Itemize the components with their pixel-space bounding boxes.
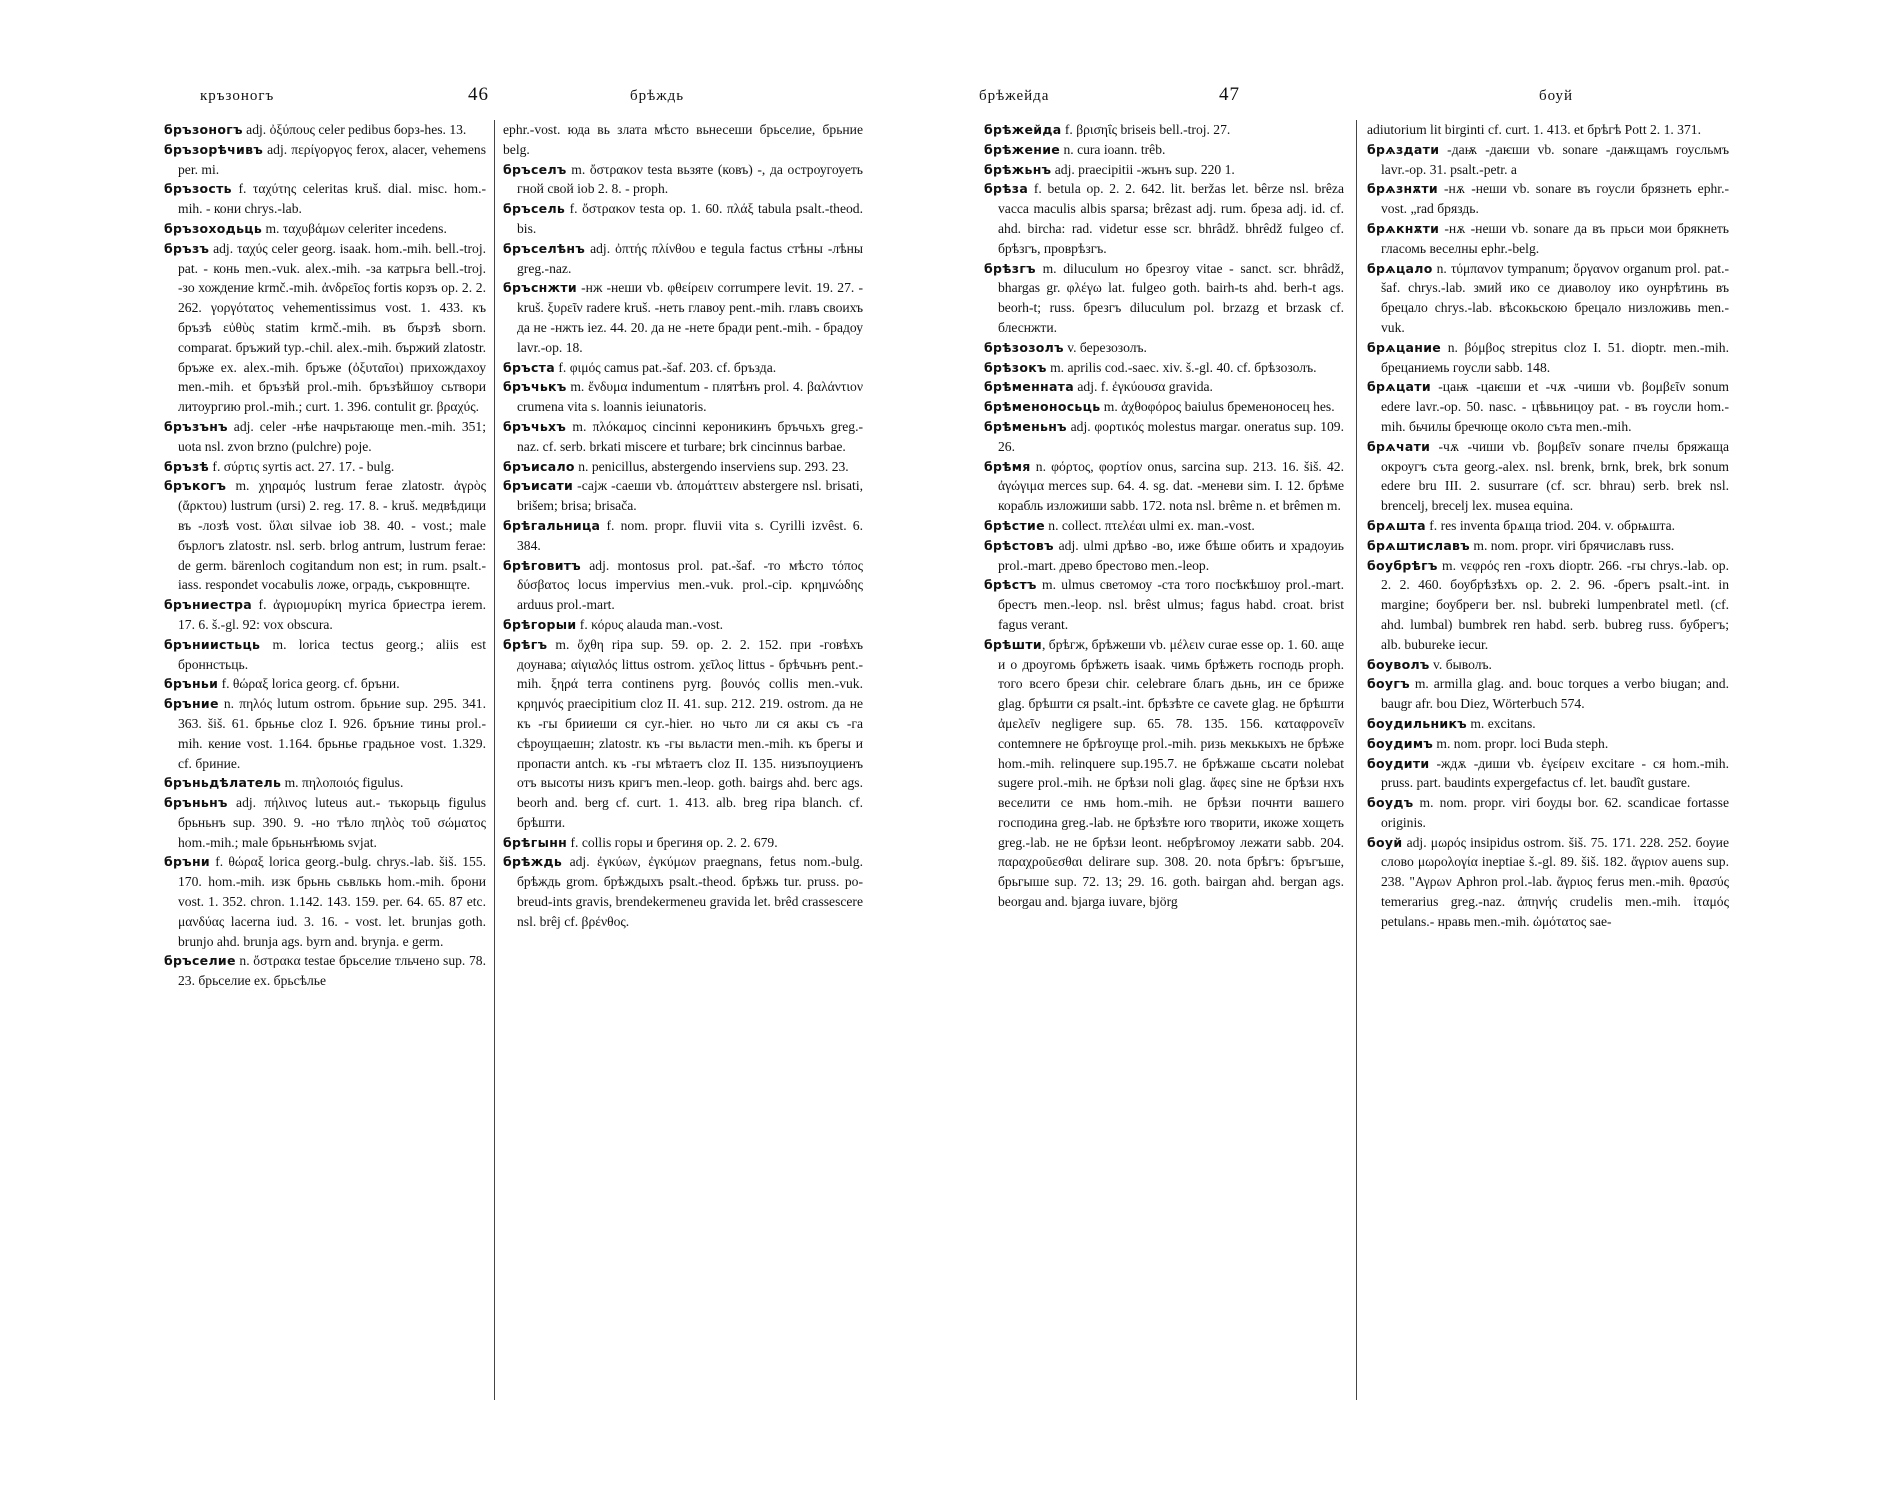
dictionary-entry [1367, 556, 1729, 655]
dictionary-entry [503, 556, 863, 615]
entry-headword: боудъ [1367, 795, 1414, 811]
entry-text: -цаѭ -цаѥши et -чѫ -чиши vb. βομβεῖν sonum edere lavr.-op. 50. nasc. - цѣвьницоу pat. - въ гоусли hom.-mih. бьчилы бречюще около съта men.-mih. [1381, 379, 1729, 434]
entry-headword: бръсель [503, 201, 566, 217]
dictionary-entry [164, 140, 486, 180]
left-page-column-2 [503, 120, 863, 1485]
entry-headword: брѧздати [1367, 141, 1440, 157]
entry-headword: бръньдѣлатель [164, 775, 282, 791]
dictionary-entry [164, 852, 486, 951]
dictionary-entry [503, 833, 863, 853]
entry-headword: боуволъ [1367, 656, 1430, 672]
dictionary-entry [503, 417, 863, 457]
entry-text: m. aprilis cod.-saec. xiv. š.-gl. 40. cf. брѣзозолъ. [1046, 359, 1317, 375]
entry-headword: брѧцание [1367, 339, 1442, 355]
entry-text: adj. περίγοργος ferox, alacer, vehemens per. mi. [178, 141, 486, 177]
entry-headword: брѧцати [1367, 379, 1431, 395]
entry-headword: брѣменоносьць [984, 399, 1101, 415]
dictionary-entry [1367, 793, 1729, 833]
entry-headword: бръисати [503, 478, 574, 494]
entry-text: f. κόρυς alauda man.-vost. [576, 616, 724, 632]
entry-text: -ждѫ -диши vb. ἐγείρειν excitare - ся hom.-mih. pruss. part. baudints expergefactus cf. let. baudît gustare. [1381, 755, 1729, 791]
dictionary-entry [164, 417, 486, 457]
dictionary-entry [984, 358, 1344, 378]
entry-text: m. ἔνδυμα indumentum - плятѣнъ prol. 4. βαλάντιον crumena vita s. loannis ieiunatoris. [517, 379, 863, 415]
entry-headword: брѣменьнъ [984, 418, 1067, 434]
entry-text: m. ἀχθοφόρος baiulus бременоносец hes. [1100, 399, 1335, 415]
right-running-head-end: боуй [1539, 88, 1574, 104]
entry-headword: бръзъ [164, 240, 210, 256]
entry-text: f. θώραξ lorica georg. cf. бръни. [218, 676, 400, 692]
entry-text: adj. celer -нѣе начрьтающе men.-mih. 351; uota nsl. zvon brzno (pulchre) poje. [178, 418, 486, 454]
entry-text: n. penicillus, abstergendo inserviens sup. 293. 23. [574, 458, 849, 474]
dictionary-entry [503, 476, 863, 516]
dictionary-entry [1367, 259, 1729, 338]
entry-text: m. πηλοποιός figulus. [281, 775, 404, 791]
entry-text: m. ὄχθη ripa sup. 59. op. 2. 2. 152. при -говѣхъ доунава; αἰγιαλός littus ostrom. χεῖλος littus - брѣчьнъ pent.-mih. ξηρά terra continens pyrg. βουνός collis men.-vuk. κρημνός praecipitium cloz II. 41. sup. 212. 219. ostrom. да не къ -гы брииеши ся cyr.-hier. но чьто ли ся акы съ -га сѣроущаешн; zlatostr. къ -гы вьласти men.-mih. къ брегы и пропасти antch. къ -гы мѣтаетъ cloz II. 135. низъпоуциенъ отъ высоты низъ кригъ men.-leop. goth. bairgs ahd. berc ags. beorh and. berg cf. curt. 1. 413. alb. breg ripa blanch. cf. брѣшти. [517, 636, 863, 830]
entry-text: ephr.-vost. юда вь злата мѣсто вьнесеши брьселие, брьние belg. [503, 122, 863, 157]
entry-text: -даѭ -даѥши vb. sonare -даѭщамъ гоусльмъ lavr.-op. 31. psalt.-petr. a [1381, 141, 1729, 177]
left-page-header [200, 84, 900, 112]
dictionary-entry [984, 516, 1344, 536]
entry-text: f. βρισηΐς briseis bell.-troj. 27. [1061, 122, 1231, 137]
left-running-head-start: кръзоногъ [200, 88, 275, 104]
dictionary-entry [164, 239, 486, 417]
entry-text: adj. ἐγκύων, ἐγκύμων praegnans, fetus nom.-bulg. брѣждь grom. брѣждыхъ psalt.-theod. брѣжь tur. pruss. po-breud-ints gravis, brendekermeneu gravida let. brêd crassescere nsl. brêj cf. βρένθος. [517, 854, 863, 929]
entry-headword: бръньи [164, 676, 219, 692]
dictionary-entry [1367, 754, 1729, 794]
dictionary-entry [984, 457, 1344, 516]
dictionary-entry [1367, 655, 1729, 675]
entry-text: m. diluculum но брезгоу vitae - sanct. scr. bhrâdž, bhargas gr. φλέγω lat. fulgeo goth. bairh-ts ahd. berh-t ags. beorh-t; russ. брезгъ diluculum pol. brzazg et brzask cf. блеснжти. [998, 260, 1344, 335]
dictionary-entry [1367, 120, 1729, 140]
dictionary-entry [1367, 674, 1729, 714]
entry-headword: бръселъ [503, 161, 567, 177]
dictionary-entry [164, 793, 486, 852]
entry-headword: брѣмя [984, 458, 1031, 474]
dictionary-entry [984, 575, 1344, 634]
entry-headword: брѣзокъ [984, 359, 1047, 375]
entry-headword: бръснжти [503, 280, 577, 296]
entry-headword: брѣгорыи [503, 616, 577, 632]
left-page-number: 46 [468, 84, 489, 105]
entry-text: m. ταχυβάμων celeriter incedens. [262, 220, 447, 236]
right-page-column-2 [1367, 120, 1729, 1485]
entry-text: f. betula op. 2. 2. 642. lit. beržas let. bêrze nsl. brêza vacca maculis albis sparsa; brêzast adj. rum. бреза adj. id. cf. ahd. bircha: rad. videtur esse scr. bhrâdž. bhrêdž fulgeo cf. брѣзгъ, проврѣзгъ. [998, 181, 1344, 256]
dictionary-entry [1367, 734, 1729, 754]
entry-headword: брѣгынн [503, 834, 568, 850]
entry-headword: бръста [503, 359, 555, 375]
entry-text: f. φιμός camus pat.-šaf. 203. cf. бръзда. [554, 359, 777, 375]
entry-headword: брѣгъ [503, 636, 548, 652]
entry-text: m. πλόκαμος cincinni кероникинъ бръчьхъ greg.-naz. cf. serb. brkati miscere et turbare; brk cincinnus barbae. [517, 418, 863, 454]
entry-text: f. ὄστρακον testa op. 1. 60. πλάξ tabula psalt.-theod. bis. [517, 201, 863, 236]
entry-text: n. cura ioann. trêb. [1060, 141, 1166, 157]
entry-headword: брѣшти [984, 636, 1042, 652]
entry-text: adj. πήλινος luteus aut.- тькорьць figulus брьньнъ sup. 390. 9. -но тѣло πηλὸς τοῦ σώματος hom.-mih.; male брьньнѣюмь svjat. [178, 795, 486, 850]
left-running-head-end: брѣждь [630, 88, 685, 104]
right-page-header [979, 84, 1799, 112]
entry-text: n. collect. πτελέαι ulmi ex. man.-vost. [1044, 517, 1255, 533]
entry-headword: брѣговитъ [503, 557, 581, 573]
dictionary-entry [984, 536, 1344, 576]
entry-text: f. θώραξ lorica georg.-bulg. chrys.-lab. šiš. 155. 170. hom.-mih. изк брьнь сьвлькь hom.-mih. брони vost. 1. 352. chron. 1.142. 143. 159. per. 64. 65. 87 etc. μανδύας lacerna iud. 3. 16. - vost. let. brunjas goth. brunjo ahd. brunja ags. byrn and. brynja. e germ. [178, 854, 486, 949]
dictionary-entry [984, 377, 1344, 397]
entry-text: -нѫ -неши vb. sonare въ гоусли брязнеть ephr.-vost. „rad бряздь. [1381, 181, 1729, 217]
dictionary-entry [1367, 140, 1729, 180]
dictionary-entry [164, 635, 486, 675]
entry-text: , брѣгж, брѣжеши vb. μέλειν curae esse op. 1. 60. аще и о дроугомь брѣжеть isaak. чимь брѣжеть господь proph. того всего брези chir. celebrare благь дьнь, ин се бриже glag. брѣшти ся psalt.-int. брѣзѣте се cavete glag. не брѣшти ἀμελεῖν negligere sup. 65. 78. 135. 156. καταφρονεῖν contemnere не брѣгоуще prol.-mih. ризь мекькыхъ не брѣже hom.-mih. relinquere sup.195.7. не брѣжаше сьсати nolebat sugere prol.-mih. не брѣзи noli glag. ἄφες sine не брѣзи нхъ веселити се нмь hom.-mih. не брѣзи почнти вашего господина greg.-lab. не брѣзѣте юго творити, икоже хощеть greg.-lab. не не брѣзи leont. небрѣгомоу лежати sabb. 204. παραχροῦεσθαι delirare sup. 308. 20. nota брѣгъ: бръгъше, брьгыше sup. 72. 13; 29. 16. goth. bairgan ahd. bergan ags. beorgau and. bjarga iuvare, björg [998, 636, 1344, 910]
entry-headword: брѧчати [1367, 438, 1431, 454]
dictionary-entry [164, 674, 486, 694]
entry-text: adj. montosus prol. pat.-šaf. -то мѣсто τόπος δύσβατος locus impervius men.-vuk. prol.-cip. κρημνώδης arduus prol.-mart. [517, 557, 863, 613]
entry-headword: брѣгальница [503, 517, 601, 533]
entry-text: m. nom. propr. viri брячиславъ russ. [1469, 537, 1675, 553]
entry-text: adj. φορτικός molestus margar. oneratus sup. 109. 26. [998, 418, 1344, 454]
dictionary-entry [164, 120, 486, 140]
dictionary-entry [164, 219, 486, 239]
dictionary-entry [1367, 179, 1729, 219]
right-running-head-start: брѣжейда [979, 88, 1050, 104]
entry-headword: брѣжение [984, 141, 1061, 157]
entry-text: m. lorica tectus georg.; aliis est броннстьць. [178, 636, 486, 672]
entry-text: n. πηλός lutum ostrom. брьние sup. 295. 341. 363. šiš. 61. брьнье cloz I. 926. бръние тины prol.-mih. кение vost. 1.164. брьнье градьное vost. 1.329. cf. бриние. [178, 696, 486, 771]
dictionary-entry [1367, 714, 1729, 734]
entry-text: adiutorium lit birginti cf. curt. 1. 413. et брѣгѣ Pott 2. 1. 371. [1367, 122, 1701, 137]
entry-text: m. ὄστρακον testa вьзяте (ковъ) -, да остроугоуеть гной свой iob 2. 8. - proph. [517, 161, 863, 197]
entry-headword: бръзѣ [164, 458, 210, 474]
entry-headword: бръниестра [164, 597, 252, 613]
dictionary-entry [1367, 833, 1729, 932]
dictionary-entry [984, 635, 1344, 912]
entry-text: m. armilla glag. and. bouc torques a verbo biugan; and. baugr afr. bou Diez, Wörterbuch 574. [1381, 676, 1729, 712]
left-column-divider [494, 120, 495, 1400]
dictionary-entry [164, 457, 486, 477]
entry-text: adj. ὀπτής πλίνθου e tegula factus стѣны -лѣны greg.-naz. [517, 240, 863, 276]
entry-headword: брѣжейда [984, 122, 1062, 137]
dictionary-entry [164, 179, 486, 219]
dictionary-entry [984, 338, 1344, 358]
dictionary-entry [1367, 536, 1729, 556]
entry-text: adj. f. ἐγκύουσα gravida. [1073, 379, 1213, 395]
dictionary-entry [503, 516, 863, 556]
dictionary-entry [503, 239, 863, 279]
entry-headword: брѣстъ [984, 577, 1037, 593]
entry-text: -чѫ -чиши vb. βομβεῖν sonare пчелы бряжаща окроугъ съта georg.-alex. nsl. brenk, brnk, brek, brk sonum edere bru III. 2. susurrare (cf. scr. bhrau) serb. brek nsl. brencelj, brecelj lex. musea equina. [1381, 438, 1729, 514]
entry-text: v. березозолъ. [1063, 339, 1147, 355]
entry-headword: брѣза [984, 181, 1029, 197]
entry-headword: боуй [1367, 834, 1403, 850]
right-page-number: 47 [1219, 84, 1240, 105]
entry-headword: брѣждь [503, 854, 563, 870]
entry-headword: бръзънъ [164, 418, 228, 434]
entry-headword: бръниистьць [164, 636, 261, 652]
dictionary-entry [164, 951, 486, 991]
dictionary-entry [1367, 338, 1729, 378]
entry-headword: бръни [164, 854, 210, 870]
dictionary-entry [503, 120, 863, 160]
entry-headword: бръзость [164, 181, 232, 197]
entry-headword: бръселѣнъ [503, 240, 586, 256]
entry-headword: боудити [1367, 755, 1430, 771]
entry-headword: брѧштиславъ [1367, 537, 1470, 553]
dictionary-entry [984, 160, 1344, 180]
entry-text: m. excitans. [1466, 715, 1536, 731]
entry-headword: брѣзозолъ [984, 339, 1064, 355]
dictionary-entry [1367, 377, 1729, 436]
dictionary-entry [1367, 219, 1729, 259]
dictionary-entry [984, 140, 1344, 160]
right-page-column-1 [984, 120, 1344, 1485]
dictionary-entry [503, 278, 863, 357]
entry-text: -сајж -саеши vb. ἀπομάττειν abstergere nsl. brisati, brišem; brisa; brisača. [517, 478, 863, 514]
dictionary-entry [164, 595, 486, 635]
dictionary-entry [984, 397, 1344, 417]
dictionary-entry [984, 417, 1344, 457]
dictionary-entry [164, 476, 486, 595]
dictionary-entry [984, 120, 1344, 140]
entry-headword: брѣменната [984, 379, 1074, 395]
entry-headword: боубрѣгъ [1367, 557, 1438, 573]
entry-text: n. ὄστρακα testae брьселие тльчено sup. 78. 23. брьселие ex. брьсѣлье [178, 953, 486, 989]
entry-text: -нѫ -неши vb. sonare да въ прьси мои брякнеть гласомь веселны ephr.-belg. [1381, 220, 1729, 256]
entry-headword: бръзоходьць [164, 220, 263, 236]
dictionary-entry [984, 259, 1344, 338]
entry-headword: брѣзгъ [984, 260, 1036, 276]
entry-text: f. nom. propr. fluvii vita s. Cyrilli izvêst. 6. 384. [517, 517, 863, 553]
entry-headword: боудимъ [1367, 735, 1434, 751]
entry-headword: брѣстие [984, 517, 1045, 533]
dictionary-entry [503, 160, 863, 200]
entry-text: adj. ὀξύπους celer pedibus борз-hes. 13. [242, 122, 467, 137]
entry-text: m. ulmus светомоу -ста того посѣкѣшоу prol.-mart. брестъ men.-leop. nsl. brêst ulmus; fagus habd. croat. brist fagus verant. [998, 577, 1344, 632]
entry-headword: брѧцало [1367, 260, 1433, 276]
entry-text: adj. praecipitii -жънъ sup. 220 1. [1051, 161, 1235, 177]
dictionary-entry [503, 457, 863, 477]
entry-headword: брѧшта [1367, 517, 1426, 533]
dictionary-entry [164, 773, 486, 793]
dictionary-entry [503, 615, 863, 635]
entry-text: m. nom. propr. viri боуды bor. 62. scandicae fortasse originis. [1381, 795, 1729, 830]
entry-headword: брѣстовъ [984, 537, 1054, 553]
entry-headword: брѣжьнъ [984, 161, 1052, 177]
entry-headword: бръчьхъ [503, 418, 567, 434]
entry-text: n. βόμβος strepitus cloz I. 51. dioptr. men.-mih. брецаниемь гоусли sabb. 148. [1381, 339, 1729, 375]
entry-text: -нж -неши vb. φθείρειν corrumpere levit. 19. 27. - kruš. ξυρεῖν radere kruš. -неть главоу pent.-mih. главъ своихъ да не -нжть iez. 44. 20. да не -нете бради pent.-mih. - брадоу lavr.-op. 18. [517, 280, 863, 355]
entry-headword: бръние [164, 696, 219, 712]
entry-headword: брѧзнѫти [1367, 181, 1438, 197]
dictionary-entry [984, 179, 1344, 258]
entry-headword: боудильникъ [1367, 715, 1467, 731]
dictionary-entry [1367, 516, 1729, 536]
entry-headword: бръисало [503, 458, 575, 474]
entry-headword: брѧкнѫти [1367, 220, 1440, 236]
entry-text: m. χηραμός lustrum ferae zlatostr. ἀγρὸς (ἄρκτου) lustrum (ursi) 2. reg. 17. 8. - kruš. медвѣдици въ -лозѣ vost. ὕλαι silvae iob 38. 40. - vost.; male бърлогъ zlatostr. nsl. serb. brlog antrum, lustrum ferae: de germ. bärenloch cogitandum non est; in rum. psalt.-iass. respondet vocabulis ложе, оградь, съкровнщте. [178, 478, 486, 593]
dictionary-entry [503, 358, 863, 378]
entry-text: adj. μωρός insipidus ostrom. šiš. 75. 171. 228. 252. боуие слово μωρολογία ineptiae š.-gl. 89. šiš. 182. ἄγριον auens sup. 238. "Αγρων Aphron prol.-lab. ἄγριος ferus men.-mih. θρασύς temerarius greg.-naz. ἀπηνής crudelis men.-mih. ἰταμός petulans.- нравь men.-mih. ὠμότατος sae- [1381, 834, 1729, 929]
dictionary-entry [164, 694, 486, 773]
entry-headword: бръчькъ [503, 379, 567, 395]
entry-text: adj. ulmi дрѣво -во, иже бѣше обить и храдоуиь prol.-mart. древо брестово men.-leop. [998, 537, 1344, 573]
left-page-column-1 [164, 120, 486, 1485]
right-column-divider [1356, 120, 1357, 1400]
dictionary-entry [503, 199, 863, 239]
dictionary-entry [503, 635, 863, 833]
entry-text: f. ἀγριομυρίκη myrica бриестра ierem. 17. 6. š.-gl. 92: vox obscura. [178, 597, 486, 632]
entry-text: f. res inventa брѧща triod. 204. v. обрѩшта. [1425, 517, 1676, 533]
entry-text: m. nom. propr. loci Buda steph. [1433, 735, 1609, 751]
right-page [951, 0, 1902, 1500]
entry-headword: бръньнъ [164, 795, 228, 811]
entry-headword: бръзорѣчивъ [164, 141, 264, 157]
entry-text: m. νεφρός ren -гохъ dioptr. 266. -гы chrys.-lab. op. 2. 2. 460. боубрѣзѣхъ op. 2. 2. 96. -брегъ psalt.-int. in margine; боубреги ber. nsl. bubreki lumpenbratel metl. (cf. ahd. lumbal) bumbrek ren habd. serb. bubreg russ. бубрегъ; alb. bubureke iecur. [1381, 557, 1729, 652]
entry-text: f. ταχύτης celeritas kruš. dial. misc. hom.-mih. - кони chrys.-lab. [178, 181, 486, 217]
entry-headword: бръзоногъ [164, 122, 243, 137]
entry-headword: бръселие [164, 953, 236, 969]
entry-text: f. σύρτις syrtis act. 27. 17. - bulg. [209, 458, 395, 474]
dictionary-entry [1367, 437, 1729, 516]
dictionary-entry [503, 377, 863, 417]
entry-text: n. τύμπανον tympanum; ὄργανον organum prol. pat.-šaf. chrys.-lab. змий ико се диаволоу ико оунрѣтинь въ брецало chrys.-lab. вѣсокьскою брецало низложивь men.-vuk. [1381, 260, 1729, 335]
entry-text: adj. ταχύς celer georg. isaak. hom.-mih. bell.-troj. pat. - конь men.-vuk. alex.-mih. -за катрьга bell.-troj. -зо хождение krmč.-mih. ἀνδρεῖος fortis корзъ op. 2. 2. 262. γοργότατος vehementissimus vost. 1. 433. къ бръзѣ εὐθὺς statim krmč.-mih. въ бързѣ sborn. comparat. бръжий typ.-chil. alex.-mih. бържий zlatostr. бръже ex. alex.-mih. бръже (ὀξυταῖοι) прихождахоу men.-mih. et бръзѣй prol.-mih. бръзѣйшоу сьтвори литоургию prol.-mih.; curt. 1. 396. contulit gr. βραχύς. [178, 240, 486, 415]
entry-headword: бръкогъ [164, 478, 227, 494]
entry-text: n. φόρτος, φορτίον onus, sarcina sup. 213. 16. šiš. 42. ἀγώγιμα merces sup. 64. 4. sg. dat. -меневи sim. I. 12. брѣме корабль изложиши sabb. 172. nota nsl. brême n. et brêmen m. [998, 458, 1344, 514]
entry-headword: боугъ [1367, 676, 1410, 692]
dictionary-entry [503, 852, 863, 931]
entry-text: f. collis горы и брегиня op. 2. 2. 679. [567, 834, 778, 850]
entry-text: v. быволъ. [1429, 656, 1492, 672]
